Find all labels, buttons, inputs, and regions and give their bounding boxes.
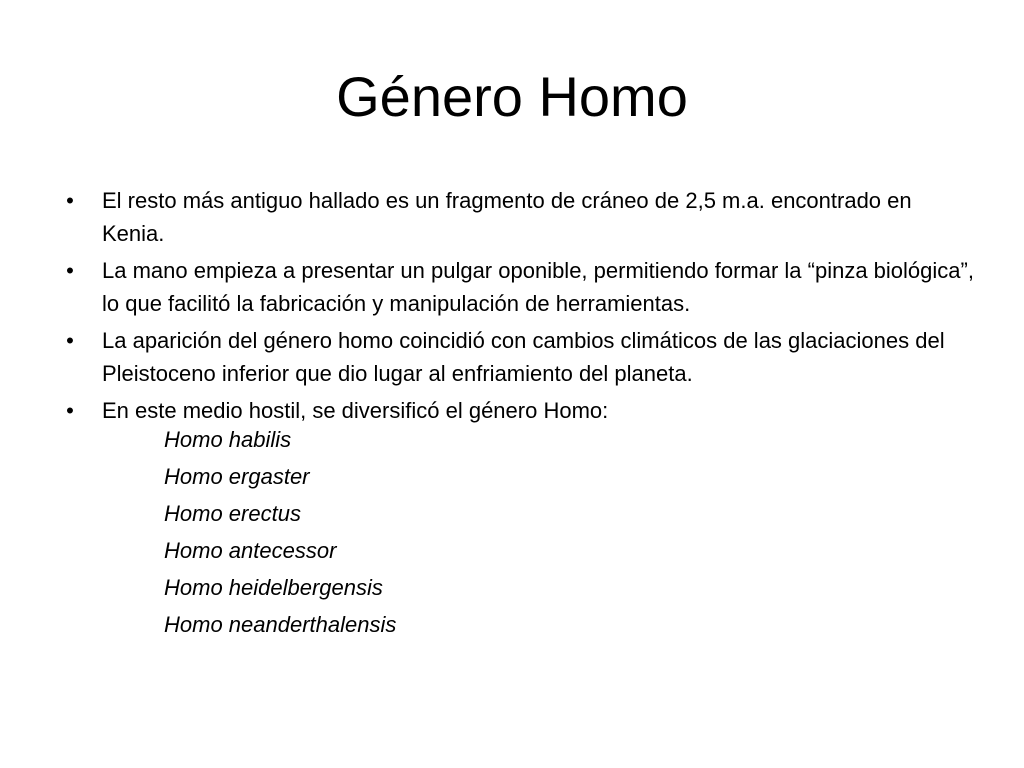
slide-title: Género Homo: [336, 65, 688, 128]
bullet-icon: •: [66, 398, 74, 423]
species-item: Homo neanderthalensis: [164, 612, 397, 637]
bullet-text: La aparición del género homo coincidió con cambios climáticos de las glaciaciones del Pleistoceno inferior que dio lugar al enfriamiento del planeta.: [102, 328, 945, 386]
species-item: Homo erectus: [164, 501, 301, 526]
species-list: [60, 421, 396, 643]
bullet-text: La mano empieza a presentar un pulgar oponible, permitiendo formar la “pinza biológica”, lo que facilitó la fabricación y manipulación de herramientas.: [102, 258, 974, 316]
bullet-list: [60, 184, 980, 431]
bullet-icon: •: [66, 328, 74, 353]
bullet-item: [60, 184, 980, 250]
species-item: Homo ergaster: [164, 464, 310, 489]
bullet-icon: •: [66, 188, 74, 213]
species-item: Homo heidelbergensis: [164, 575, 383, 600]
bullet-text: El resto más antiguo hallado es un fragmento de cráneo de 2,5 m.a. encontrado en Kenia.: [102, 188, 912, 246]
species-item: Homo habilis: [164, 427, 292, 452]
bullet-icon: •: [66, 258, 74, 283]
bullet-item: [60, 324, 980, 390]
species-item: Homo antecessor: [164, 538, 337, 563]
bullet-text: En este medio hostil, se diversificó el género Homo:: [102, 398, 609, 423]
bullet-item: [60, 254, 980, 320]
